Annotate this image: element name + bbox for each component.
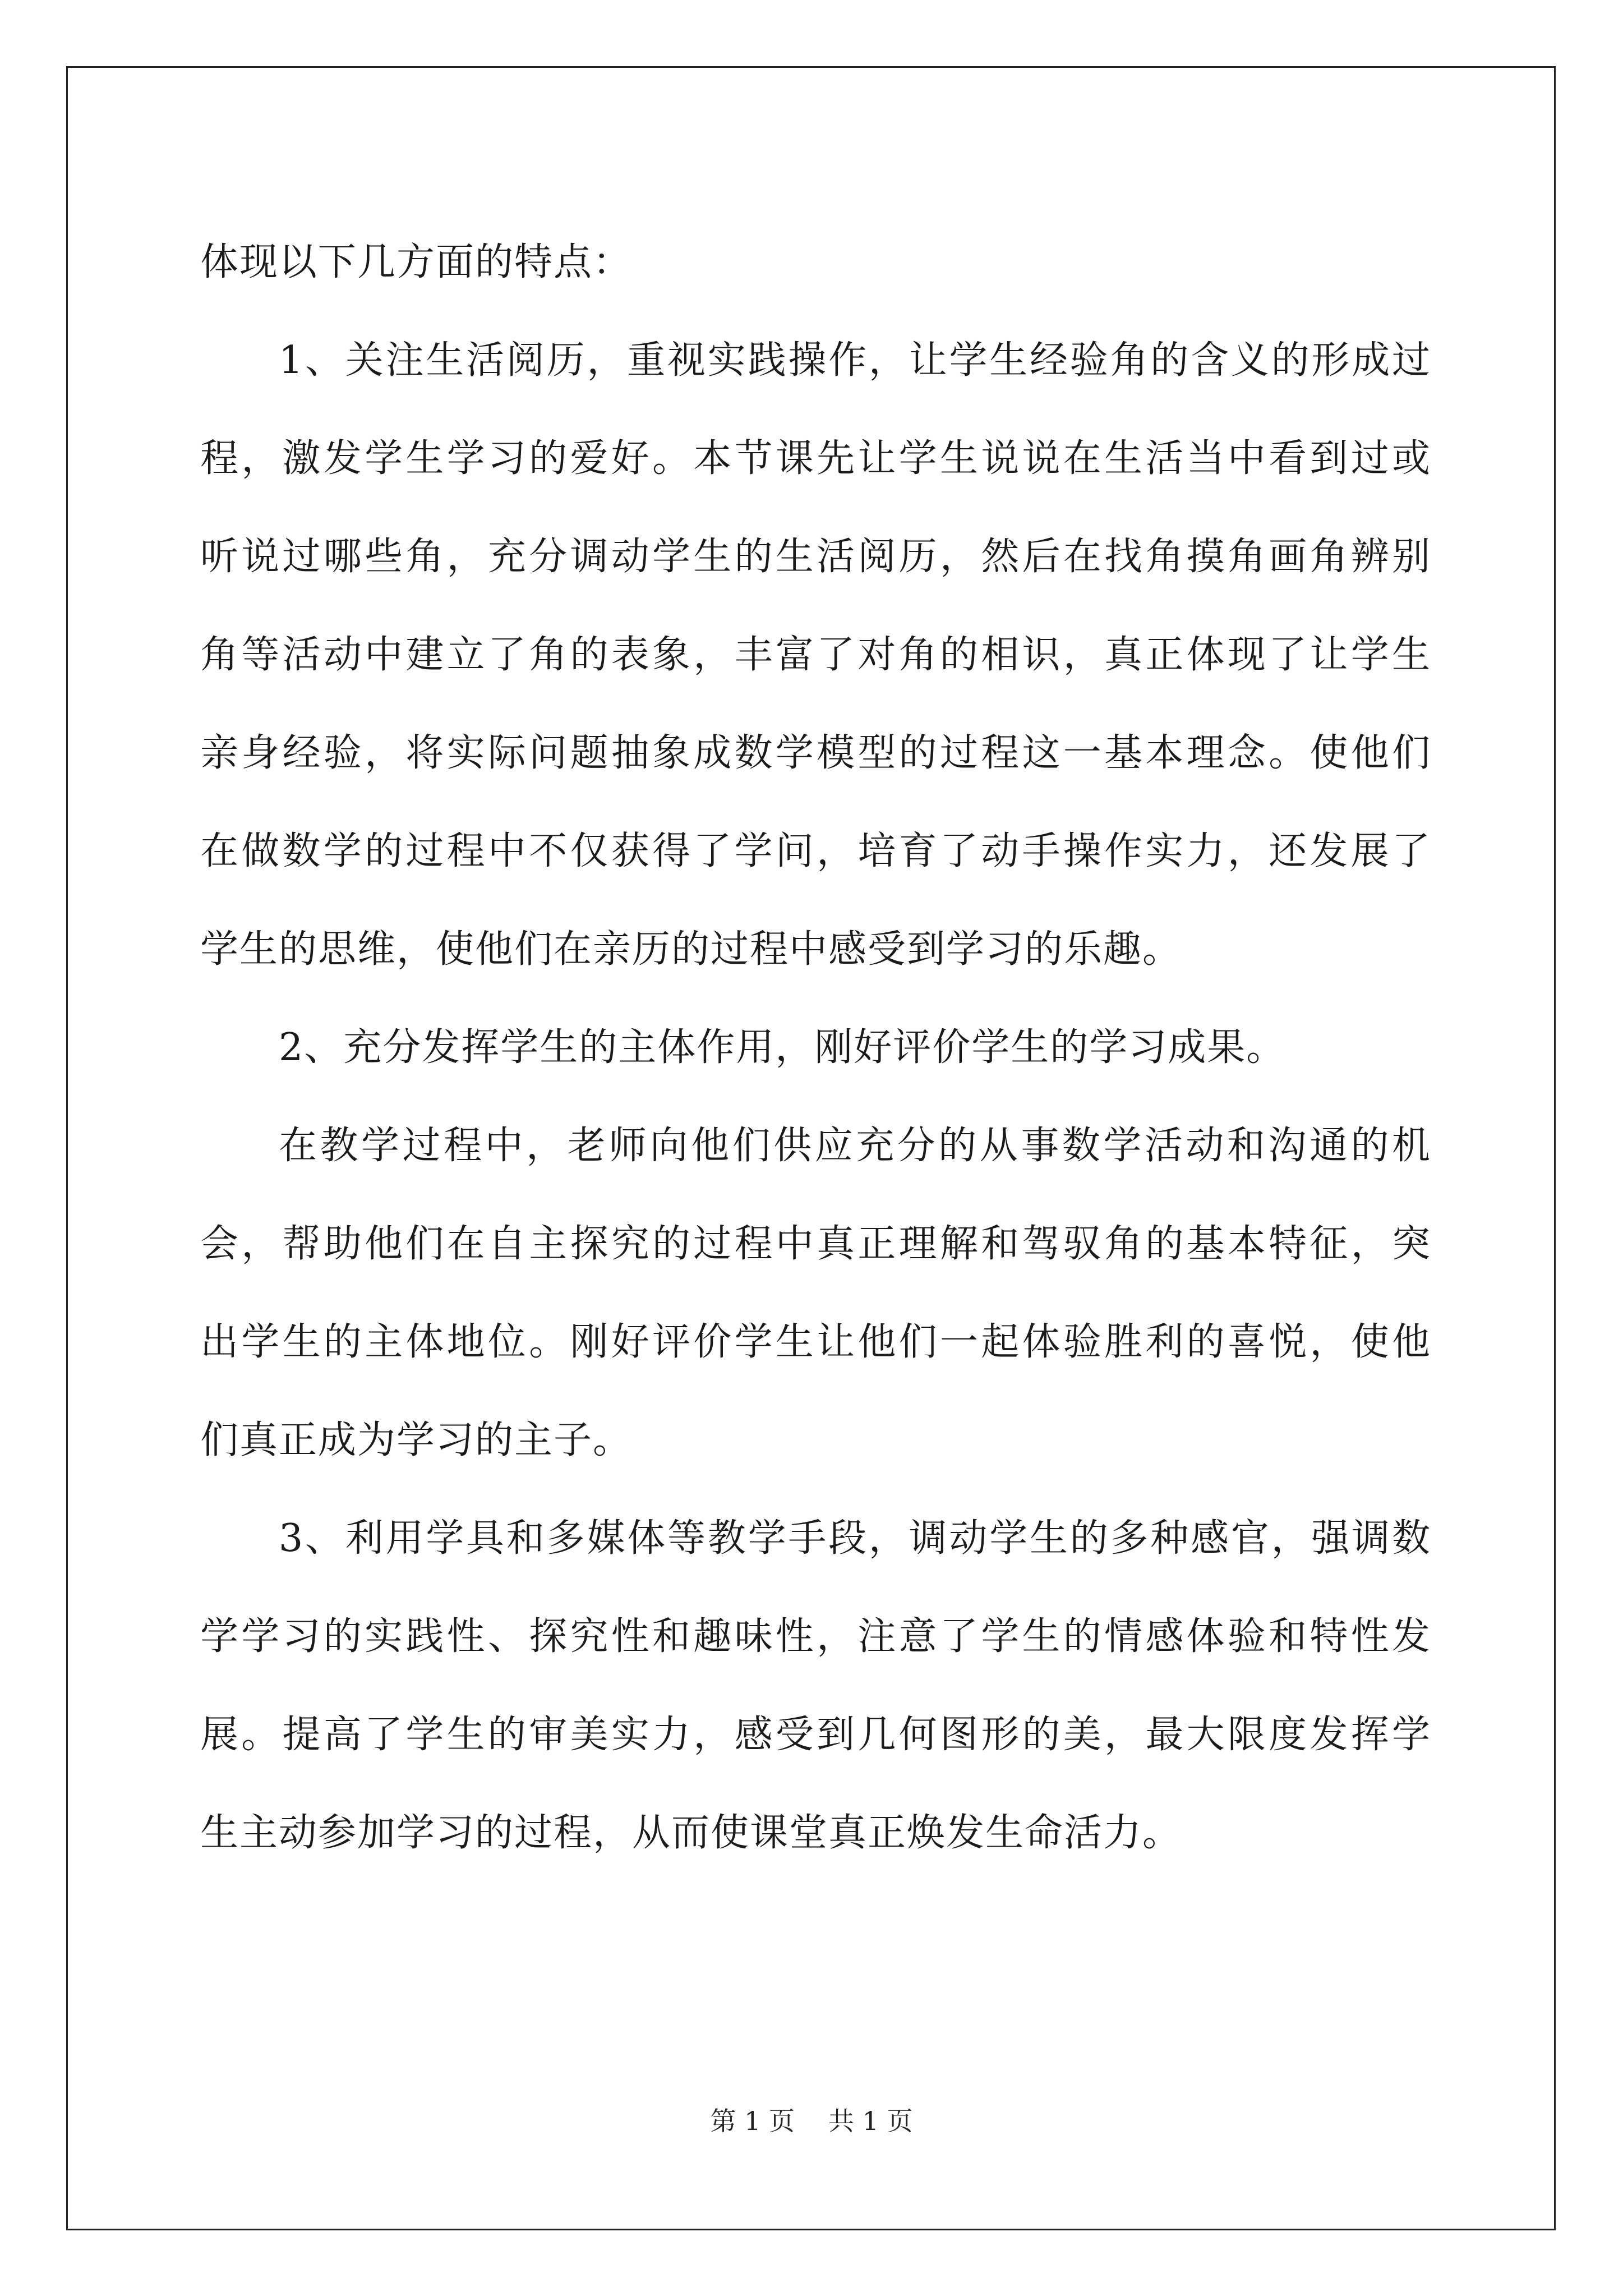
page-footer: [0, 2101, 1623, 2138]
text-line-14: 3、利用学具和多媒体等教学手段，调动学生的多种感官，强调数: [279, 1516, 1431, 1561]
text-line-6: 亲身经验，将实际问题抽象成数学模型的过程这一基本理念。使他们: [200, 731, 1431, 775]
text-line-5: 角等活动中建立了角的表象，丰富了对角的相识，真正体现了让学生: [200, 633, 1431, 677]
text-line-16: 展。提高了学生的审美实力，感受到几何图形的美，最大限度发挥学: [200, 1713, 1431, 1757]
text-line-10: 在教学过程中，老师向他们供应充分的从事数学活动和沟通的机: [279, 1124, 1431, 1168]
text-line-7: 在做数学的过程中不仅获得了学问，培育了动手操作实力，还发展了: [200, 829, 1431, 873]
text-line-15: 学学习的实践性、探究性和趣味性，注意了学生的情感体验和特性发: [200, 1614, 1431, 1659]
text-line-3: 程，激发学生学习的爱好。本节课先让学生说说在生活当中看到过或: [200, 436, 1431, 481]
page-total: 共 1 页: [828, 2106, 913, 2136]
text-line-4: 听说过哪些角，充分调动学生的生活阅历，然后在找角摸角画角辨别: [200, 535, 1431, 579]
text-line-2: 1、关注生活阅历，重视实践操作，让学生经验角的含义的形成过: [279, 338, 1431, 383]
text-line-17: 生主动参加学习的过程，从而使课堂真正焕发生命活力。: [200, 1811, 1182, 1855]
text-line-9: 2、充分发挥学生的主体作用，刚好评价学生的学习成果。: [279, 1025, 1286, 1070]
text-line-8: 学生的思维，使他们在亲历的过程中感受到学习的乐趣。: [200, 927, 1182, 972]
text-line-1: 体现以下几方面的特点：: [200, 240, 633, 284]
text-line-13: 们真正成为学习的主子。: [200, 1418, 633, 1462]
text-line-11: 会，帮助他们在自主探究的过程中真正理解和驾驭角的基本特征，突: [200, 1222, 1431, 1266]
document-body: [200, 213, 1431, 1882]
page-number: 第 1 页: [710, 2106, 795, 2136]
text-line-12: 出学生的主体地位。刚好评价学生让他们一起体验胜利的喜悦，使他: [200, 1320, 1431, 1364]
